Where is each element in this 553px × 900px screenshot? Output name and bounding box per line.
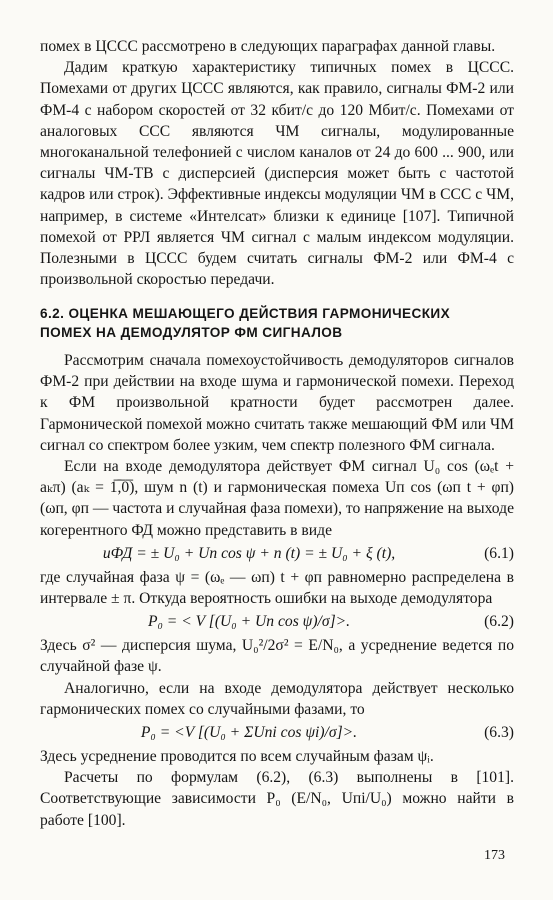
paragraph-averaging: Здесь усреднение проводится по всем случайным фазам ψᵢ. (40, 748, 434, 766)
section-heading-line-2: ПОМЕХ НА ДЕМОДУЛЯТОР ФМ СИГНАЛОВ (40, 325, 343, 340)
equation-6-3-number: (6.3) (484, 724, 514, 742)
paragraph-interference-overview: Дадим краткую характеристику типичных помех в ЦССС. Помехами от других ЦССС являются, как правило, сигналы ФМ-2 или ФМ-4 с набором скоростей от 32 кбит/с до 120 Мбит/с. Помехами от аналоговых ССС являются ЧМ сигналы, модулированные многоканальной телефонией с числом каналов от 24 до 600 ... 900, или сигналы ЧМ-ТВ с дисперсией (дисперсия может быть с частотой кадров или строк). Эффективные индексы модуляции ЧМ в ССС с ЧМ, например, в системе «Интелсат» близки к единице [107]. Типичной помехой от РРЛ является ЧМ сигнал с малым индексом модуляции. Полезными в ЦССС будем считать сигналы ФМ-2 или ФМ-4 с произвольной скоростью передачи. (40, 59, 514, 289)
intro-text-block (40, 36, 514, 290)
section-heading (40, 304, 514, 342)
equation-6-1-number: (6.1) (484, 544, 514, 562)
page-number: 173 (484, 848, 505, 863)
equation-6-2 (40, 609, 514, 635)
paragraph-random-phase: где случайная фаза ψ = (ωₑ — ωп) t + φп равномерно распределена в интервале ± π. Откуда вероятность ошибки на выходе демодулятора (40, 568, 514, 608)
paragraph-noise-variance: Здесь σ² — дисперсия шума, U₀²/2σ² = E/N₀, а усреднение ведется по случайной фазе ψ. (40, 637, 514, 676)
equation-6-3-formula: P₀ = <V [(U₀ + ΣUпi cos ψi)/σ]>. (140, 724, 358, 742)
equation-6-2-number: (6.2) (484, 613, 514, 631)
equation-6-2-formula: P₀ = < V [(U₀ + Uп cos ψ)/σ]>. (147, 613, 351, 631)
equation-6-3 (40, 720, 514, 746)
paragraph-multiple-interference: Аналогично, если на входе демодулятора действует несколько гармонических помех со случайными фазами, то (40, 679, 514, 718)
section-body (40, 350, 514, 831)
section-heading-line-1: 6.2. ОЦЕНКА МЕШАЮЩЕГО ДЕЙСТВИЯ ГАРМОНИЧЕСКИХ (40, 306, 451, 321)
equation-6-1-formula: uФД = ± U₀ + Uп cos ψ + n (t) = ± U₀ + ξ (t), (102, 544, 396, 562)
equation-6-1 (40, 541, 514, 567)
paragraph-demodulator-immunity: Рассмотрим сначала помехоустойчивость демодуляторов сигналов ФМ-2 при действии на входе шума и гармонической помехи. Переход к ФМ произвольной кратности будет рассмотрен далее. Гармонической помехой можно считать также мешающий ФМ или ЧМ сигнал со спектром более узким, чем спектр полезного ФМ сигнала. (40, 352, 514, 454)
paragraph-continuation: помех в ЦССС рассмотрено в следующих параграфах данной главы. (40, 38, 496, 55)
paragraph-calculations: Расчеты по формулам (6.2), (6.3) выполнены в [101]. Соответствующие зависимости P₀ (E/N₀, Uпi/U₀) можно найти в работе [100]. (40, 769, 514, 829)
paragraph-input-signal: Если на входе демодулятора действует ФМ сигнал U₀ cos (ωₑt + aₖπ) (aₖ = 1̅,̅0̅), шум n (t) и гармоническая помеха Uп cos (ωп t + φп) (ωп, φп — частота и случайная фаза помехи), то напряжение на выходе когерентного ФД можно представить в виде (40, 458, 514, 539)
